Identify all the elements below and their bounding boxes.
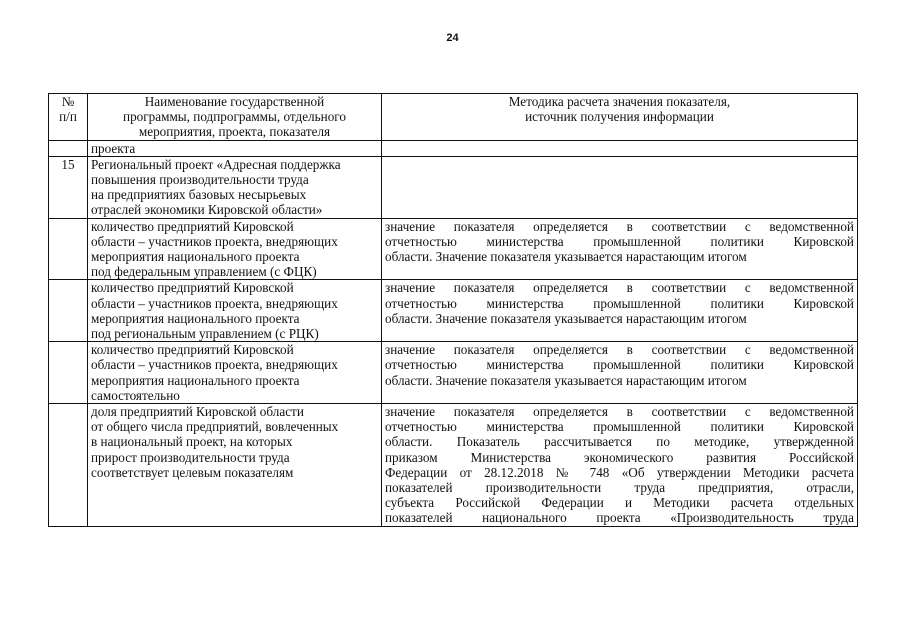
indicator-row bbox=[49, 404, 858, 527]
page-number: 24 bbox=[446, 32, 459, 44]
project-row bbox=[49, 156, 858, 218]
method-line: области. Показатель рассчитывается по методике, утвержденной bbox=[385, 434, 854, 450]
header-name-line: программы, подпрограммы, отдельного bbox=[123, 109, 346, 125]
header-name-line: мероприятия, проекта, показателя bbox=[138, 124, 331, 140]
indicator-method-cell bbox=[382, 280, 858, 342]
indicator-name-line: количество предприятий Кировской bbox=[91, 342, 294, 358]
indicator-name-line: количество предприятий Кировской bbox=[91, 218, 294, 234]
indicator-table bbox=[48, 93, 858, 527]
indicator-name-line: от общего числа предприятий, вовлеченных bbox=[91, 419, 339, 435]
project-method-cell bbox=[382, 156, 858, 218]
indicator-num-cell bbox=[49, 280, 88, 342]
indicator-num-cell bbox=[49, 342, 88, 404]
header-method-line: Методика расчета значения показателя, bbox=[508, 94, 731, 109]
continuation-name-cell bbox=[88, 140, 382, 156]
indicator-name-cell bbox=[88, 342, 382, 404]
project-name-line: повышения производительности труда bbox=[91, 172, 309, 188]
method-line: субъекта Российской Федерации и Методики расчета отдельных bbox=[385, 495, 854, 511]
indicator-name-line: доля предприятий Кировской области bbox=[91, 404, 304, 420]
indicator-name-line: соответствует целевым показателям bbox=[91, 464, 294, 480]
continuation-text: проекта bbox=[91, 140, 136, 156]
table-header-row bbox=[49, 94, 858, 141]
indicator-row bbox=[49, 218, 858, 280]
method-line: области. Значение показателя указывается нарастающим итогом bbox=[385, 249, 747, 265]
method-line: значение показателя определяется в соответствии с ведомственной bbox=[385, 404, 854, 420]
method-line: области. Значение показателя указывается нарастающим итогом bbox=[385, 372, 747, 388]
project-name-line: Региональный проект «Адресная поддержка bbox=[91, 156, 341, 172]
indicator-num-cell bbox=[49, 218, 88, 280]
indicator-method-cell bbox=[382, 218, 858, 280]
indicator-name-line: под региональным управлением (с РЦК) bbox=[91, 326, 319, 342]
method-line: отчетностью министерства промышленной политики Кировской bbox=[385, 419, 854, 435]
indicator-name-line: области – участников проекта, внедряющих bbox=[91, 357, 338, 373]
indicator-name-line: области – участников проекта, внедряющих bbox=[91, 295, 338, 311]
method-line: показателей производительности труда предприятия, отрасли, bbox=[385, 480, 854, 496]
indicator-row bbox=[49, 342, 858, 404]
indicator-name-cell bbox=[88, 218, 382, 280]
method-line: отчетностью министерства промышленной политики Кировской bbox=[385, 295, 854, 311]
header-name-cell bbox=[88, 94, 382, 141]
header-num-line: № bbox=[61, 94, 75, 109]
indicator-name-line: в национальный проект, на которых bbox=[91, 434, 293, 450]
project-name-line: отраслей экономики Кировской области» bbox=[91, 202, 323, 218]
project-number: 15 bbox=[49, 156, 88, 218]
header-name-line: Наименование государственной bbox=[144, 94, 325, 109]
project-name-cell bbox=[88, 156, 382, 218]
indicator-name-line: под федеральным управлением (с ФЦК) bbox=[91, 264, 317, 280]
indicator-name-line: самостоятельно bbox=[91, 387, 180, 403]
continuation-num-cell bbox=[49, 140, 88, 156]
header-num-cell bbox=[49, 94, 88, 141]
method-line: приказом Министерства экономического развития Российской bbox=[385, 449, 854, 465]
method-line: области. Значение показателя указывается нарастающим итогом bbox=[385, 310, 747, 326]
indicator-name-line: прирост производительности труда bbox=[91, 449, 290, 465]
indicator-name-line: мероприятия национального проекта bbox=[91, 310, 300, 326]
header-num-line: п/п bbox=[59, 109, 77, 125]
method-line: Федерации от 28.12.2018 № 748 «Об утверждении Методики расчета bbox=[385, 464, 854, 480]
method-line: значение показателя определяется в соответствии с ведомственной bbox=[385, 342, 854, 358]
indicator-name-line: мероприятия национального проекта bbox=[91, 372, 300, 388]
indicator-row bbox=[49, 280, 858, 342]
indicator-name-line: мероприятия национального проекта bbox=[91, 249, 300, 265]
indicator-name-line: количество предприятий Кировской bbox=[91, 280, 294, 296]
method-line: показателей национального проекта «Производительность труда bbox=[385, 510, 854, 526]
indicator-method-cell bbox=[382, 342, 858, 404]
indicator-method-cell bbox=[382, 404, 858, 527]
indicator-name-cell bbox=[88, 404, 382, 527]
project-name-line: на предприятиях базовых несырьевых bbox=[91, 187, 307, 203]
method-line: отчетностью министерства промышленной политики Кировской bbox=[385, 357, 854, 373]
indicator-name-cell bbox=[88, 280, 382, 342]
header-method-cell bbox=[382, 94, 858, 141]
method-line: отчетностью министерства промышленной политики Кировской bbox=[385, 233, 854, 249]
header-method-line: источник получения информации bbox=[525, 109, 714, 125]
indicator-num-cell bbox=[49, 404, 88, 527]
continuation-method-cell bbox=[382, 140, 858, 156]
indicator-name-line: области – участников проекта, внедряющих bbox=[91, 233, 338, 249]
method-line: значение показателя определяется в соответствии с ведомственной bbox=[385, 280, 854, 296]
continuation-row bbox=[49, 140, 858, 156]
method-line: значение показателя определяется в соответствии с ведомственной bbox=[385, 218, 854, 234]
